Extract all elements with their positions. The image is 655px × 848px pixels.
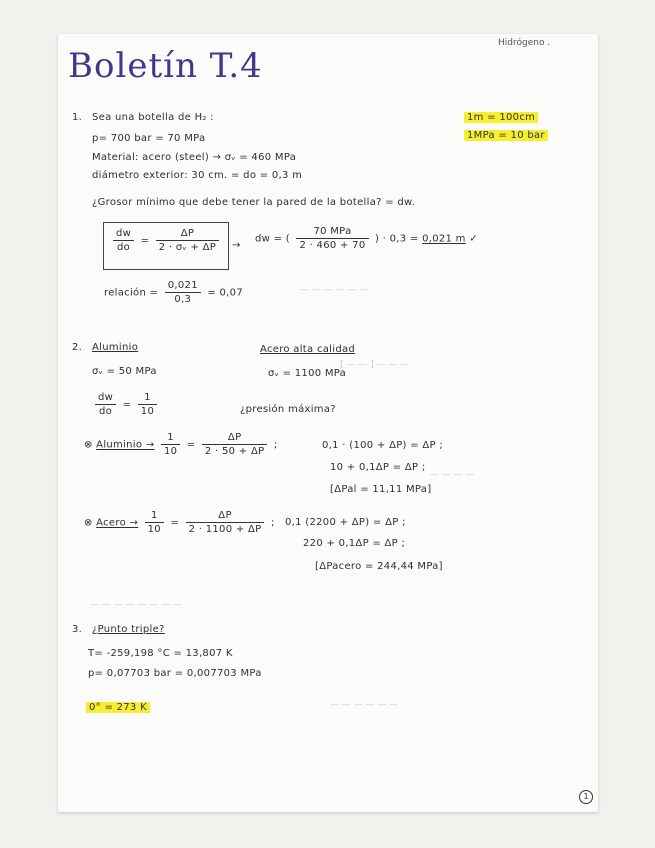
acero-title: Acero alta calidad <box>260 344 356 355</box>
aluminio-title: Aluminio <box>92 342 139 353</box>
highlight-unit-m: 1m = 100cm <box>464 112 538 123</box>
section3-number: 3. <box>72 624 83 635</box>
aluminio-calc: ⊗ Aluminio → $\frac{1}{10}$ = $\frac{\Delta P}{2 \cdot 50 + \Delta P}$ ; <box>84 432 278 457</box>
page-title: Boletín T.4 <box>68 46 263 86</box>
aluminio-step2: 10 + 0,1ΔP = ΔP ; <box>330 462 426 473</box>
acero-step2: 220 + 0,1ΔP = ΔP ; <box>303 538 406 549</box>
relation-line: relación = $\frac{0,021}{0,3}$ = 0,07 <box>104 280 243 305</box>
acero-sigma: σᵥ = 1100 MPa <box>268 368 347 379</box>
bleed-through-text: — — — — <box>430 470 475 480</box>
section1-question: ¿Grosor mínimo que debe tener la pared de la botella? = dw. <box>92 197 416 208</box>
bleed-through-text: — — — — — — — — <box>90 600 183 610</box>
section2-number: 2. <box>72 342 83 353</box>
kelvin-note: 0° = 273 K <box>86 702 150 713</box>
section1-statement: Sea una botella de H₂ : <box>92 112 214 123</box>
acero-calc: ⊗ Acero → $\frac{1}{10}$ = $\frac{\Delta P}{2 \cdot 1100 + \Delta P}$ ; <box>84 510 275 535</box>
section1-material: Material: acero (steel) → σᵥ = 460 MPa <box>92 152 297 163</box>
bleed-through-text: — — — — — — <box>300 285 369 295</box>
bleed-through-text: — — — — — — <box>330 700 399 710</box>
triple-point-pressure: p= 0,07703 bar = 0,007703 MPa <box>88 668 262 679</box>
aluminio-sigma: σᵥ = 50 MPa <box>92 366 157 377</box>
page-number: 1 <box>579 790 593 804</box>
formula-arrow: → <box>232 240 241 251</box>
notebook-page <box>58 34 598 812</box>
formula-result: dw = ( $\frac{\text{70 MPa}}{2 \cdot 460 + 70}$ ) · 0,3 = 0,021 m ✓ <box>255 226 478 251</box>
bleed-through-text: [ — — ] — — — <box>340 360 410 370</box>
triple-point-temperature: T= -259,198 °C = 13,807 K <box>88 648 233 659</box>
acero-result: [ΔPacero = 244,44 MPa] <box>315 561 443 572</box>
section1-diameter: diámetro exterior: 30 cm. = do = 0,3 m <box>92 170 303 181</box>
formula-main: $\frac{dw}{do}$ = $\frac{\Delta P}{\text{2 · σᵥ + ΔP}}$ <box>110 228 222 253</box>
aluminio-step1: 0,1 · (100 + ΔP) = ΔP ; <box>322 440 443 451</box>
corner-note: Hidrógeno . <box>498 38 551 48</box>
acero-step1: 0,1 (2200 + ΔP) = ΔP ; <box>285 517 406 528</box>
section1-number: 1. <box>72 112 83 123</box>
ratio-line: $\frac{dw}{do}$ = $\frac{1}{10}$ <box>92 392 160 417</box>
section1-pressure: p= 700 bar = 70 MPa <box>92 133 206 144</box>
max-pressure-question: ¿presión máxima? <box>240 404 336 415</box>
section3-question: ¿Punto triple? <box>92 624 165 635</box>
aluminio-result: [ΔPal = 11,11 MPa] <box>330 484 432 495</box>
highlight-unit-mpa: 1MPa = 10 bar <box>464 130 548 141</box>
